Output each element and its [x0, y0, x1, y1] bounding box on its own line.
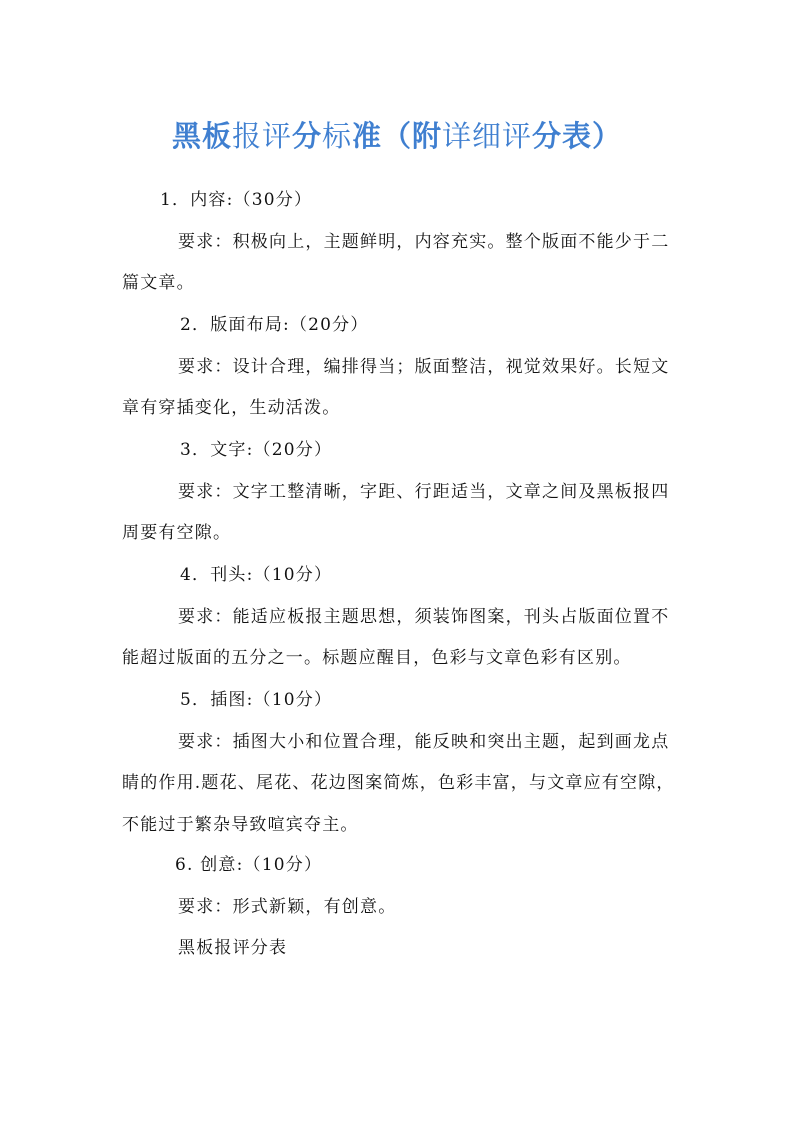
requirement-text-continued: 能超过版面的五分之一。标题应醒目，色彩与文章色彩有区别。	[122, 648, 632, 668]
title-part: 标	[321, 119, 352, 153]
requirement-text: 要求：积极向上，主题鲜明，内容充实。整个版面不能少于二	[178, 231, 670, 252]
requirement-text-continued: 周要有空隙。	[122, 523, 232, 543]
title-part: 分	[291, 119, 322, 153]
title-part: 黑板	[171, 119, 232, 153]
requirement-text-continued: 篇文章。	[122, 273, 195, 293]
title-part: 报评	[231, 119, 292, 153]
section-heading: 3．文字:（20分）	[180, 440, 333, 460]
document-title	[0, 114, 794, 155]
requirement-text: 要求：插图大小和位置合理，能反映和突出主题，起到画龙点	[178, 731, 670, 752]
section-heading: 1．内容:（30分）	[160, 190, 313, 210]
section-heading: 4．刊头:（10分）	[180, 565, 333, 585]
score-table-label: 黑板报评分表	[178, 938, 288, 958]
title-part: 分表）	[532, 119, 623, 153]
section-heading: 5．插图:（10分）	[180, 690, 333, 710]
title-part: 准（附	[352, 119, 443, 153]
requirement-text: 要求：设计合理，编排得当；版面整洁，视觉效果好。长短文	[178, 356, 670, 377]
requirement-text: 要求：文字工整清晰，字距、行距适当，文章之间及黑板报四	[178, 481, 670, 502]
requirement-text-continued: 章有穿插变化，生动活泼。	[122, 398, 341, 418]
section-heading: 6. 创意:（10分）	[175, 855, 323, 875]
title-part: 详细评	[442, 119, 533, 153]
requirement-text-continued: 不能过于繁杂导致喧宾夺主。	[122, 814, 359, 835]
requirement-text: 要求：形式新颖，有创意。	[178, 896, 397, 917]
section-heading: 2．版面布局:（20分）	[180, 315, 369, 335]
requirement-text: 要求：能适应板报主题思想，须装饰图案，刊头占版面位置不	[178, 606, 670, 627]
requirement-text-continued: 睛的作用.题花、尾花、花边图案简炼，色彩丰富，与文章应有空隙，	[122, 773, 675, 793]
